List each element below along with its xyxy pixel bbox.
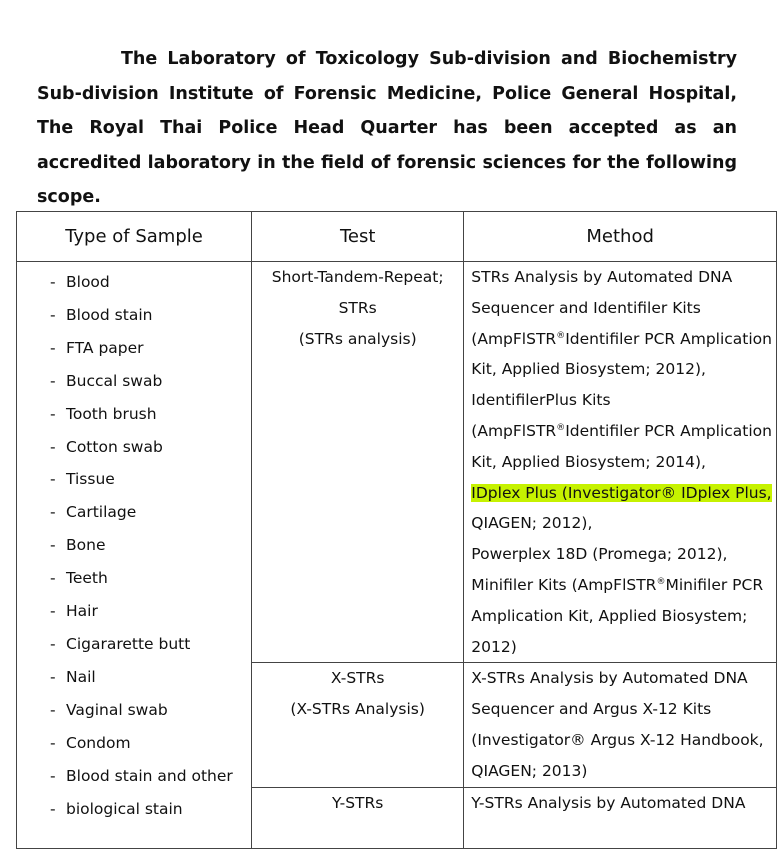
header-type-of-sample: Type of Sample [17,212,252,262]
list-item [17,431,251,464]
dash-bullet: - [50,667,56,686]
list-item [17,760,251,793]
dash-bullet: - [50,700,56,719]
method-text: Identifiler PCR Amplication [565,329,772,348]
method-line: Sequencer and Argus X-12 Kits [471,700,712,719]
sample-name: Cartilage [66,503,137,522]
header-test: Test [252,212,464,262]
dash-bullet: - [50,437,56,456]
method-line: Kit, Applied Biosystem; 2012), [471,360,706,379]
method-text: Minifiler PCR [665,575,764,594]
sample-name: Buccal swab [66,371,163,390]
sample-name: Cotton swab [66,437,163,456]
method-line: Sequencer and Identifiler Kits [471,298,701,317]
method-line: QIAGEN; 2013) [471,761,588,780]
dash-bullet: - [50,371,56,390]
method-cell-xstrs [464,663,777,787]
dash-bullet: - [50,733,56,752]
sample-name: Tissue [66,470,115,489]
method-line: Y-STRs Analysis by Automated DNA [471,793,746,812]
dash-bullet: - [50,470,56,489]
method-line: QIAGEN; 2012), [471,514,593,533]
list-item [17,562,251,595]
method-text: Identifiler PCR Amplication [565,421,772,440]
header-method: Method [464,212,777,262]
registered-mark: ® [556,422,566,433]
sample-name: Blood [66,273,110,291]
registered-mark: ® [556,330,566,341]
method-line: Powerplex 18D (Promega; 2012), [471,545,728,564]
method-text: (AmpFlSTR [471,329,557,348]
method-text: (AmpFlSTR [471,421,557,440]
header-row [17,212,777,262]
method-line [471,416,772,447]
list-item [17,463,251,496]
method-line: IdentifilerPlus Kits [471,391,611,410]
method-line [471,324,772,355]
sample-name: Cigararette butt [66,634,191,653]
dash-bullet: - [50,404,56,423]
sample-name: Tooth brush [66,404,157,423]
dash-bullet: - [50,273,56,291]
list-item [17,628,251,661]
list-item [17,266,251,299]
dash-bullet: - [50,338,56,357]
test-cell-xstrs [252,663,464,787]
dash-bullet: - [50,305,56,324]
sample-name: Vaginal swab [66,700,168,719]
sample-list [17,262,251,825]
list-item [17,727,251,760]
test-line: Y-STRs [331,793,384,812]
method-line: (Investigator® Argus X-12 Handbook, [471,730,764,749]
list-item [17,332,251,365]
test-cell-ystrs [252,787,464,848]
highlighted-text: IDplex Plus (Investigator® IDplex Plus, [471,483,772,502]
method-cell-ystrs [464,787,777,848]
sample-cell [17,262,252,849]
scope-table [16,211,777,849]
intro-paragraph [37,42,737,215]
list-item [17,496,251,529]
dash-bullet: - [50,602,56,621]
sample-name: Hair [66,602,98,621]
method-line: Amplication Kit, Applied Biosystem; [471,606,748,625]
sample-name: biological stain [66,799,183,818]
table-row [17,262,777,663]
list-item [17,793,251,826]
dash-bullet: - [50,569,56,588]
method-line [471,570,772,601]
sample-name: Blood stain and other [66,766,233,785]
list-item [17,595,251,628]
list-item [17,299,251,332]
sample-name: Bone [66,536,106,555]
test-line: Short-Tandem-Repeat; STRs [271,268,444,317]
sample-name: FTA paper [66,338,144,357]
dash-bullet: - [50,634,56,653]
method-line: Kit, Applied Biosystem; 2014), [471,452,706,471]
intro-line-1: The Laboratory of Toxicology Sub-division and Biochemistry Sub-division [37,49,737,104]
method-line: X-STRs Analysis by Automated DNA [471,669,748,688]
intro-rest: Institute of Forensic Medicine, Police General Hospital, The Royal Thai Police Head Quarter has been accepted as an accredited laboratory in the field of forensic sciences for the following scope. [37,83,737,207]
list-item [17,398,251,431]
test-line: (STRs analysis) [298,330,417,348]
test-line: (X-STRs Analysis) [290,700,425,719]
registered-mark: ® [656,576,666,587]
method-line: 2012) [471,637,517,656]
dash-bullet: - [50,536,56,555]
list-item [17,365,251,398]
method-cell-strs [464,262,777,663]
list-item [17,529,251,562]
dash-bullet: - [50,799,56,818]
test-line: X-STRs [330,669,385,688]
list-item [17,661,251,694]
method-line: STRs Analysis by Automated DNA [471,268,733,286]
test-cell-strs [252,262,464,663]
method-text: Minifiler Kits (AmpFlSTR [471,575,657,594]
sample-name: Nail [66,667,96,686]
method-line-highlighted [471,478,772,509]
list-item [17,694,251,727]
sample-name: Blood stain [66,305,153,324]
dash-bullet: - [50,766,56,785]
sample-name: Condom [66,733,131,752]
sample-name: Teeth [66,569,108,588]
dash-bullet: - [50,503,56,522]
